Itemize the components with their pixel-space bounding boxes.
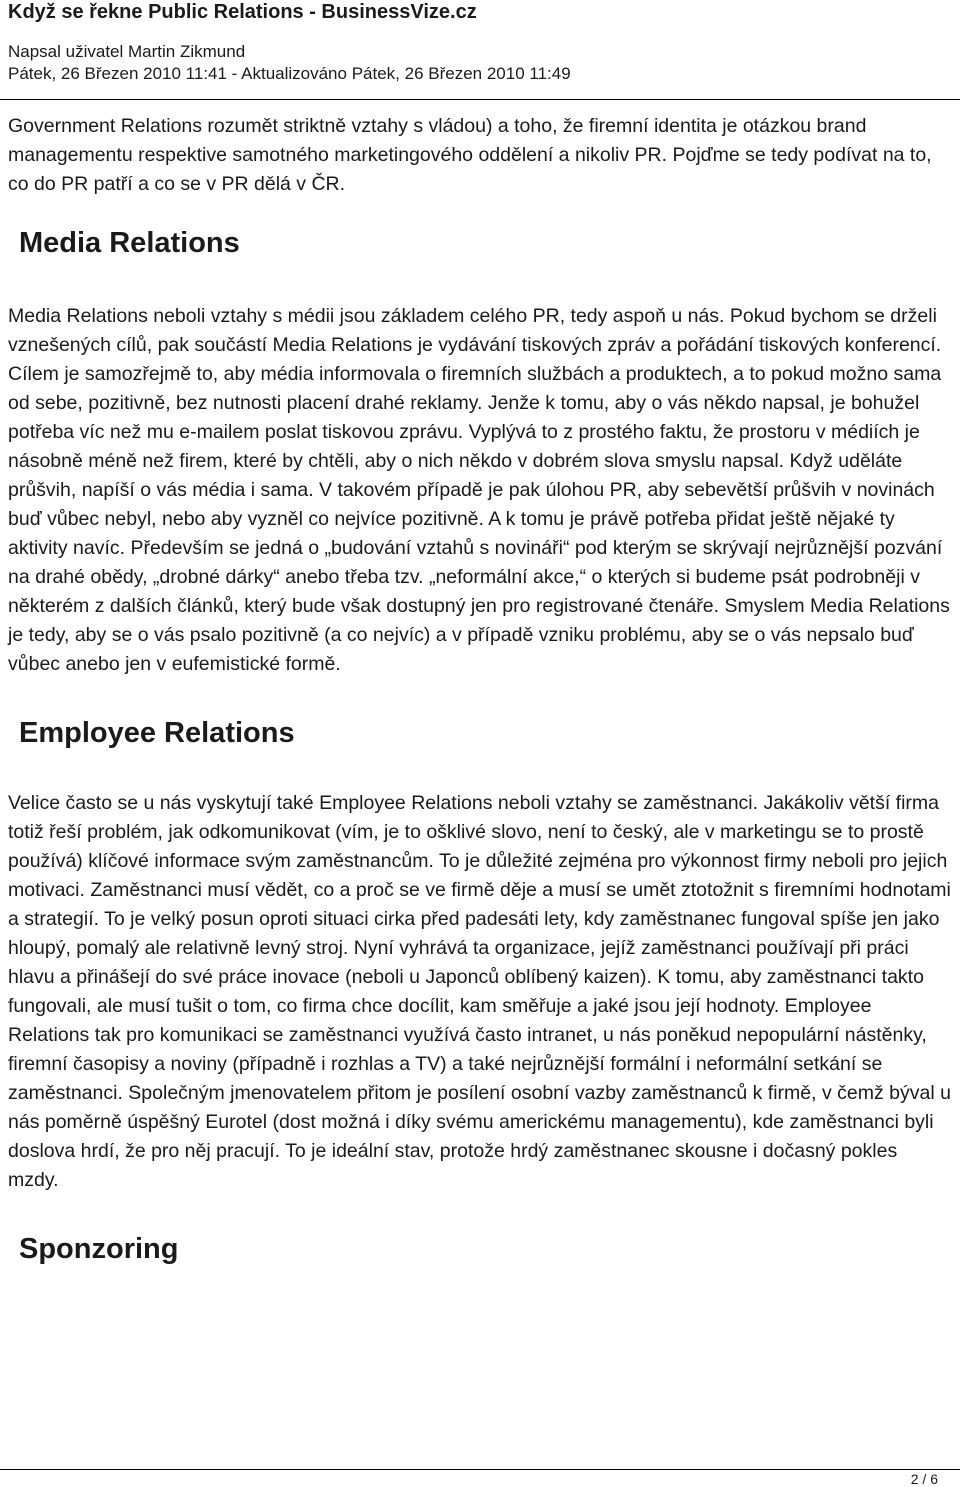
document-title: Když se řekne Public Relations - BusinessVize.cz bbox=[8, 1, 477, 23]
article-body bbox=[8, 112, 952, 1266]
employee-relations-paragraph: Velice často se u nás vyskytují také Employee Relations neboli vztahy se zaměstnanci. Jakákoliv větší firma totiž řeší problém, jak odkomunikovat (vím, je to ošklivé slovo, není to český, ale v marketingu se to prostě používá) klíčové informace svým zaměstnancům. To je důležité zejména pro výkonnost firmy neboli pro jejich motivaci. Zaměstnanci musí vědět, co a proč se ve firmě děje a musí se umět ztotožnit s firemními hodnotami a strategií. To je velký posun oproti situaci cirka před padesáti lety, kdy zaměstnanec fungoval spíše jen jako hloupý, pomalý ale relativně levný stroj. Nyní vyhrává ta organizace, jejíž zaměstnanci používají při práci hlavu a přinášejí do své práce inovace (neboli u Japonců oblíbený kaizen). K tomu, aby zaměstnanci takto fungovali, ale musí tušit o tom, co firma chce docílit, kam směřuje a jaké jsou její hodnoty. Employee Relations tak pro komunikaci se zaměstnanci využívá často intranet, u nás poněkud nepopulární nástěnky, firemní časopisy a noviny (případně i rozhlas a TV) a také nejrůznější formální i neformální setkání se zaměstnanci. Společným jmenovatelem přitom je posílení osobní vazby zaměstnanců k firmě, v čemž býval u nás poměrně úspěšný Eurotel (dost možná i díky svému americkému managementu), kde zaměstnanci byli doslova hrdí, že pro něj pracují. To je ideální stav, protože hrdý zaměstnanec skousne i dočasný pokles mzdy. bbox=[8, 792, 951, 1191]
page-number: 2 / 6 bbox=[910, 1471, 938, 1487]
media-relations-heading: Media Relations bbox=[19, 227, 240, 259]
document-header bbox=[8, 0, 952, 85]
employee-relations-heading: Employee Relations bbox=[19, 717, 295, 749]
footer-divider bbox=[0, 1469, 960, 1470]
intro-paragraph: Government Relations rozumět striktně vztahy s vládou) a toho, že firemní identita je otázkou brand managementu respektive samotného marketingového oddělení a nikoliv PR. Pojďme se tedy podívat na to, co do PR patří a co se v PR dělá v ČR. bbox=[8, 115, 932, 195]
header-divider bbox=[0, 99, 960, 100]
media-relations-paragraph: Media Relations neboli vztahy s médii jsou základem celého PR, tedy aspoň u nás. Pokud bychom se drželi vznešených cílů, pak součástí Media Relations je vydávání tiskových zpráv a pořádání tiskových konferencí. Cílem je samozřejmě to, aby média informovala o firemních službách a produktech, a to pokud možno sama od sebe, pozitivně, bez nutnosti placení drahé reklamy. Jenže k tomu, aby o vás někdo napsal, je bohužel potřeba víc než mu e-mailem poslat tiskovou zprávu. Vyplývá to z prostého faktu, že prostoru v médiích je násobně méně než firem, které by chtěli, aby o nich někdo v dobrém slova smyslu napsal. Když uděláte průšvih, napíší o vás média i sama. V takovém případě je pak úlohou PR, aby sebevětší průšvih v novinách buď vůbec nebyl, nebo aby vyzněl co nejvíce pozitivně. A k tomu je právě potřeba přidat ještě nějaké ty aktivity navíc. Především se jedná o „budování vztahů s novináři“ pod kterým se skrývají nejrůznější pozvání na drahé obědy, „drobné dárky“ anebo třeba tzv. „neformální akce,“ o kterých si budeme psát podrobněji v některém z dalších článků, který bude však dostupný jen pro registrované čtenáře. Smyslem Media Relations je tedy, aby se o vás psalo pozitivně (a co nejvíc) a v případě vzniku problému, aby se o vás nepsalo buď vůbec anebo jen v eufemistické formě. bbox=[8, 305, 950, 675]
article-meta bbox=[8, 41, 952, 85]
author-line: Napsal uživatel Martin Zikmund bbox=[8, 42, 246, 61]
sponzoring-heading: Sponzoring bbox=[19, 1233, 179, 1265]
date-line: Pátek, 26 Březen 2010 11:41 - Aktualizováno Pátek, 26 Březen 2010 11:49 bbox=[8, 64, 571, 83]
